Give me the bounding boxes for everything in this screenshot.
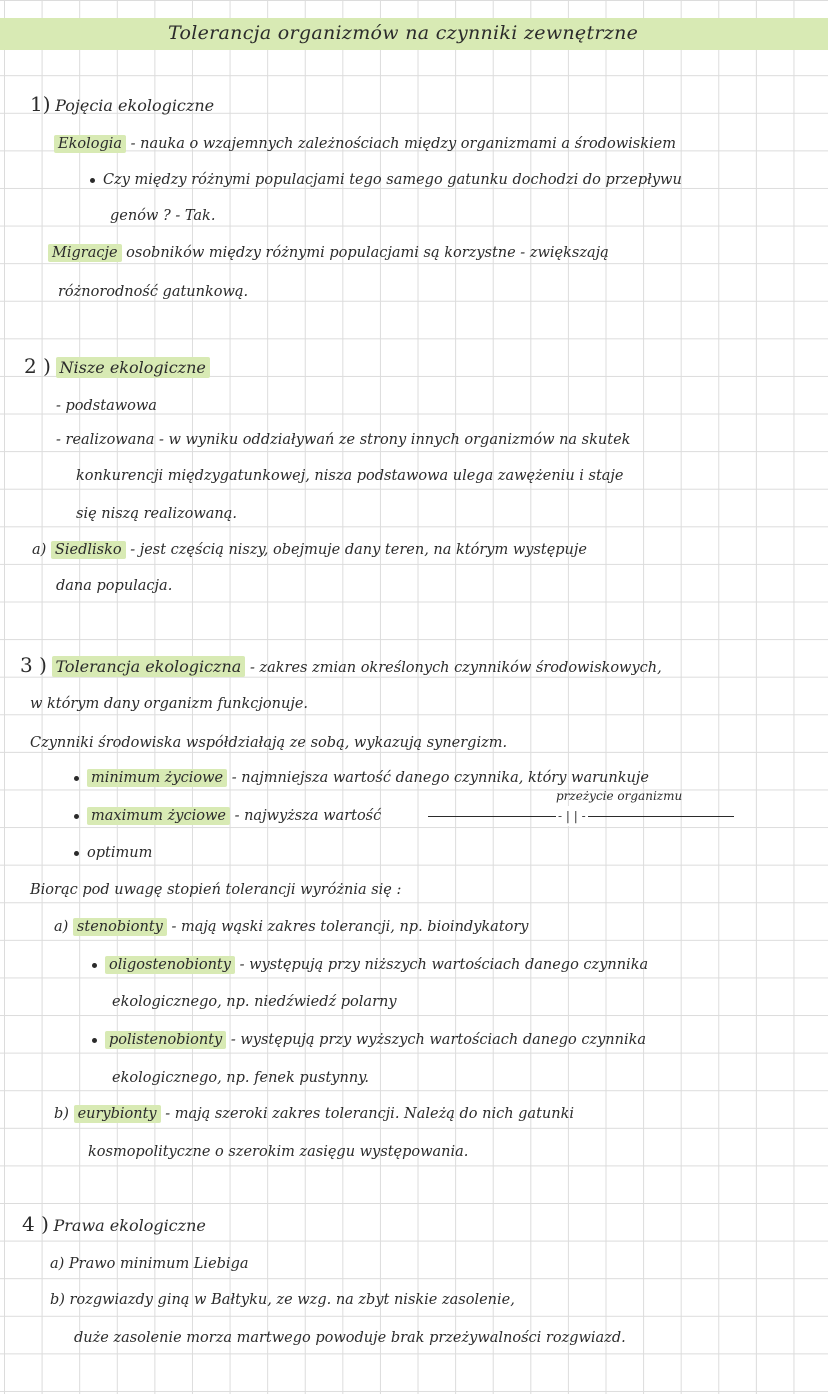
migracje-continued: różnorodność gatunkową. [58, 284, 249, 300]
prawo-minimum: a) Prawo minimum Liebiga [50, 1256, 249, 1272]
definition-text: - nauka o wzajemnych zależnościach między organizmami a środowiskiem [130, 136, 677, 152]
section-number: 3 ) [20, 653, 47, 677]
eury-continued: kosmopolityczne o szerokim zasięgu występowania. [88, 1144, 469, 1160]
nisza-item-continued: konkurencji międzygatunkowej, nisza podstawowa ulega zawężeniu i staje [76, 468, 624, 484]
section-title: Prawa ekologiczne [53, 1216, 206, 1235]
list-label: a) [32, 542, 47, 558]
term-highlight: polistenobionty [105, 1031, 226, 1049]
migracje-definition [48, 243, 609, 263]
definition-text: - występują przy wyższych wartościach danego czynnika [230, 1032, 647, 1048]
definition-text: - mają wąski zakres tolerancji, np. bioindykatory [171, 919, 529, 935]
rozgwiazdy-continued: duże zasolenie morza martwego powoduje brak przeżywalności rozgwiazd. [74, 1330, 626, 1346]
siedlisko-definition [32, 540, 587, 560]
term-highlight: minimum życiowe [87, 769, 227, 787]
bullet-text: Czy między różnymi populacjami tego samego gatunku dochodzi do przepływu [103, 172, 682, 188]
ekologia-definition [54, 134, 676, 154]
siedlisko-continued: dana populacja. [56, 578, 173, 594]
czynniki-synergizm: Czynniki środowiska współdziałają ze sobą, wykazują synergizm. [30, 735, 508, 751]
nisza-item-podstawowa: - podstawowa [56, 398, 157, 414]
term-highlight: stenobionty [73, 918, 167, 936]
section-1-heading [30, 94, 214, 117]
bullet-minimum [74, 768, 649, 788]
bullet-polistenobionty [92, 1030, 646, 1050]
term-highlight: oligostenobionty [105, 956, 235, 974]
nisza-item-continued-2: się niszą realizowaną. [76, 506, 238, 522]
list-label: b) [54, 1106, 69, 1122]
bullet-text: optimum [87, 845, 153, 861]
term-highlight: Siedlisko [51, 541, 126, 559]
eurybionty-definition [54, 1104, 574, 1124]
minimum-continued: przeżycie organizmu [556, 789, 683, 803]
term-highlight: maximum życiowe [87, 807, 230, 825]
section-2-heading [24, 356, 210, 379]
section-title: Nisze ekologiczne [56, 357, 210, 378]
section-number: 1) [30, 92, 51, 116]
bullet-icon [92, 1038, 97, 1043]
section-title: Pojęcia ekologiczne [55, 96, 215, 115]
definition-text: - występują przy niższych wartościach danego czynnika [239, 957, 649, 973]
term-highlight: eurybionty [74, 1105, 161, 1123]
nisza-item-realizowana: - realizowana - w wyniku oddziaływań ze strony innych organizmów na skutek [56, 432, 631, 448]
term-highlight: Migracje [48, 244, 122, 262]
bullet-icon [74, 814, 79, 819]
definition-text: - jest częścią niszy, obejmuje dany teren, na którym występuje [130, 542, 587, 558]
stenobionty-definition [54, 917, 529, 937]
ditto-mark: - | | - [556, 806, 588, 826]
section-4-heading [22, 1214, 206, 1237]
bullet-optimum [74, 843, 152, 863]
page-title: Tolerancja organizmów na czynniki zewnętrzne [168, 22, 639, 44]
biorac-line: Biorąc pod uwagę stopień tolerancji wyróżnia się : [30, 882, 402, 898]
poli-continued: ekologicznego, np. fenek pustynny. [112, 1070, 370, 1086]
bullet-answer: genów ? - Tak. [110, 208, 216, 224]
rozgwiazdy-line: b) rozgwiazdy giną w Bałtyku, ze wzg. na zbyt niskie zasolenie, [50, 1292, 515, 1308]
definition-text: - najmniejsza wartość danego czynnika, który warunkuje [231, 770, 649, 786]
section-3-heading [20, 655, 662, 678]
definition-text: - zakres zmian określonych czynników środowiskowych, [249, 660, 662, 676]
bullet-maximum [74, 806, 381, 826]
bullet-icon [90, 178, 95, 183]
tolerancja-continued: w którym dany organizm funkcjonuje. [30, 696, 309, 712]
list-label: a) [54, 919, 69, 935]
section-title: Tolerancja ekologiczna [52, 656, 246, 677]
definition-text: - mają szeroki zakres tolerancji. Należą do nich gatunki [165, 1106, 575, 1122]
bullet-question [90, 170, 682, 190]
definition-text: - najwyższa wartość [234, 808, 382, 824]
bullet-icon [74, 851, 79, 856]
bullet-icon [92, 963, 97, 968]
oligo-continued: ekologicznego, np. niedźwiedź polarny [112, 994, 397, 1010]
section-number: 4 ) [22, 1212, 49, 1236]
section-number: 2 ) [24, 354, 51, 378]
definition-text: osobników między różnymi populacjami są korzystne - zwiększają [126, 245, 609, 261]
bullet-icon [74, 776, 79, 781]
bullet-oligostenobionty [92, 955, 648, 975]
term-highlight: Ekologia [54, 135, 126, 153]
